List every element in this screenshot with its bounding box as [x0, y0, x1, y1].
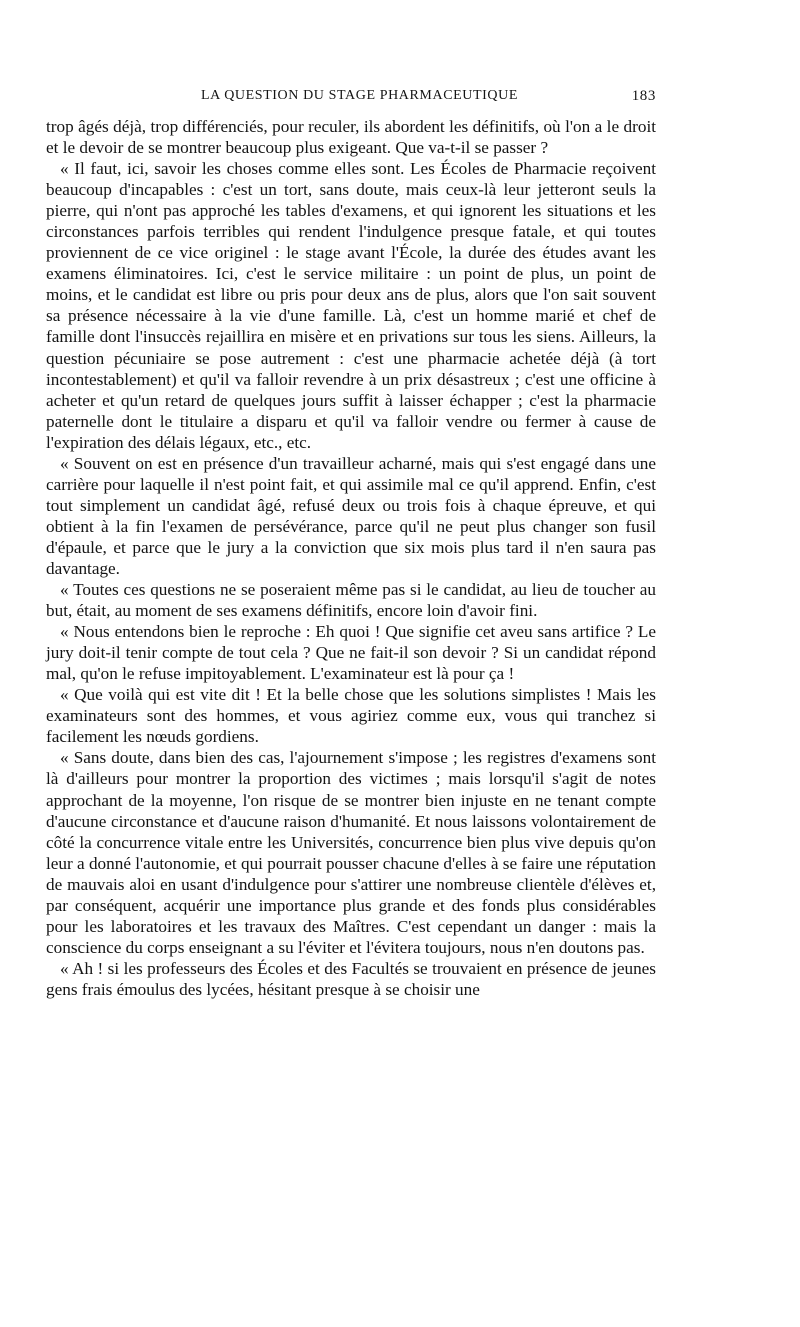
paragraph-questions: « Toutes ces questions ne se poseraient même pas si le candidat, au lieu de toucher au but, était, au moment de ses examens définitifs, encore loin d'avoir fini. — [46, 580, 656, 621]
book-page — [46, 88, 656, 1000]
paragraph-professeurs: « Ah ! si les professeurs des Écoles et des Facultés se trouvaient en présence de jeunes gens frais émoulus des lycées, hésitant presque à se choisir une — [46, 958, 656, 999]
paragraph-ajournement: « Sans doute, dans bien des cas, l'ajournement s'impose ; les registres d'examens sont là d'ailleurs pour montrer la proportion des victimes ; mais lorsqu'il s'agit de notes approchant de la moyenne, l'on risque de se montrer bien injuste en ne tenant compte d'aucune circonstance et d'aucune raison d'humanité. Et nous laissons volontairement de côté la concurrence vitale entre les Universités, concurrence bien plus vive depuis qu'on leur a donné l'autonomie, et qui pourrait pousser chacune d'elles à se faire une réputation de mauvais aloi en usant d'indulgence pour s'attirer une nombreuse clientèle d'élèves et, par conséquent, acquérir une importance plus grande et des fonds plus considérables pour les laboratoires et les travaux des Maîtres. C'est cependant un danger : mais la conscience du corps enseignant a su l'éviter et l'évitera toujours, nous n'en doutons pas. — [46, 748, 656, 957]
paragraph-travailleur: « Souvent on est en présence d'un travailleur acharné, mais qui s'est engagé dans une carrière pour laquelle il n'est point fait, et qui assimile mal ce qu'il apprend. Enfin, c'est tout simplement un candidat âgé, refusé deux ou trois fois à chaque épreuve, et qui obtient à la fin l'examen de persévérance, parce qu'il ne peut plus changer son fusil d'épaule, et parce que le jury a la conviction que six mois plus tard il n'en saura pas davantage. — [46, 453, 656, 578]
paragraph-incapables: « Il faut, ici, savoir les choses comme elles sont. Les Écoles de Pharmacie reçoivent beaucoup d'incapables : c'est un tort, sans doute, mais ceux-là leur jetteront seuls la pierre, qui n'ont pas approché les tables d'examens, et qui ignorent les situations et les circonstances parfois terribles qui rendent l'indulgence presque fatale, et qui toutes proviennent de ce vice originel : le stage avant l'École, la durée des études avant les examens éliminatoires. Ici, c'est le service militaire : un point de plus, un point de moins, et le candidat est libre ou pris pour deux ans de plus, alors que l'on sait souvent sa présence nécessaire à la vie d'une famille. Là, c'est un homme marié et chef de famille dont l'insuccès rejaillira en misère et en privations sur tous les siens. Ailleurs, la question pécuniaire se pose autrement : c'est une pharmacie achetée déjà (à tort incontestablement) et qu'il va falloir revendre à un prix désastreux ; c'est une officine à acheter et qu'un retard de quelques jours suffit à laisser échapper ; c'est la pharmacie paternelle dont le titulaire a disparu et qu'il va falloir vendre ou fermer à cause de l'expiration des délais légaux, etc., etc. — [46, 159, 656, 452]
running-title: LA QUESTION DU STAGE PHARMACEUTIQUE — [201, 88, 518, 103]
paragraph-solutions: « Que voilà qui est vite dit ! Et la belle chose que les solutions simplistes ! Mais les examinateurs sont des hommes, et vous agiriez comme eux, vous qui tranchez si facilement les nœuds gordiens. — [46, 685, 656, 747]
paragraph-reproche: « Nous entendons bien le reproche : Eh quoi ! Que signifie cet aveu sans artifice ? Le jury doit-il tenir compte de tout cela ? Que ne fait-il son devoir ? Si un candidat répond mal, qu'on le refuse impitoyablement. L'examinateur est là pour ça ! — [46, 622, 656, 684]
running-head — [46, 88, 656, 110]
body-text — [46, 116, 656, 1000]
paragraph-continuation: trop âgés déjà, trop différenciés, pour reculer, ils abordent les définitifs, où l'on a le droit et le devoir de se montrer beaucoup plus exigeant. Que va-t-il se passer ? — [46, 117, 656, 158]
page-number: 183 — [631, 88, 656, 104]
